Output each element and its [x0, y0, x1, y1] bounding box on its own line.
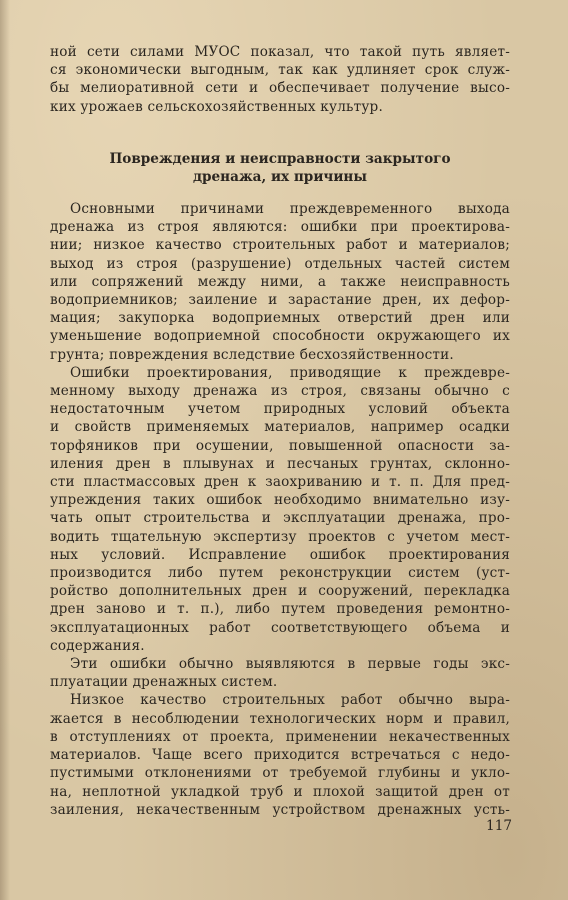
- text-line: ных условий. Исправление ошибок проектирования: [50, 546, 510, 563]
- page-binding-shadow: [0, 0, 10, 900]
- text-line: водоприемников; заиление и зарастание дрен, их дефор-: [50, 292, 510, 309]
- text-line: Основными причинами преждевременного выхода: [70, 201, 510, 217]
- text-line: мация; закупорка водоприемных отверстий дрен или: [50, 310, 510, 327]
- intro-paragraph: [50, 43, 510, 116]
- text-line: производится либо путем реконструкции систем (уст-: [50, 565, 510, 582]
- text-line: сти пластмассовых дрен к заохриванию и т. п. Для пред-: [50, 474, 510, 491]
- page-number: 117: [486, 818, 512, 834]
- text-line: бы мелиоративной сети и обеспечивает получение высо-: [50, 80, 510, 97]
- text-line: уменьшение водоприемной способности окружающего их: [50, 328, 510, 345]
- text-line: ройство дополнительных дрен и сооружений, перекладка: [50, 583, 510, 600]
- text-line: нии; низкое качество строительных работ и материалов;: [50, 237, 510, 254]
- heading-line: дренажа, их причины: [192, 169, 368, 185]
- text-line: Эти ошибки обычно выявляются в первые годы экс-: [70, 656, 510, 673]
- text-line: Низкое качество строительных работ обычно выра-: [70, 692, 510, 709]
- body-text: [50, 200, 510, 819]
- text-line: в отступлениях от проекта, применении некачественных: [50, 728, 510, 745]
- text-line: выход из строя (разрушение) отдельных частей систем: [50, 255, 510, 272]
- text-line: материалов. Чаще всего приходится встречаться с недо-: [50, 747, 510, 764]
- text-line: торфяников при осушении, повышенной опасности за-: [50, 437, 510, 454]
- text-line: дренажа из строя являются: ошибки при проектирова-: [50, 219, 510, 236]
- text-line: ся экономически выгодным, так как удлиняет срок служ-: [50, 62, 510, 79]
- text-line: упреждения таких ошибок необходимо внимательно изу-: [50, 492, 510, 509]
- text-line: эксплуатационных работ соответствующего объема и: [50, 619, 510, 636]
- text-line: менному выходу дренажа из строя, связаны обычно с: [50, 383, 510, 400]
- text-line: пустимыми отклонениями от требуемой глубины и укло-: [50, 765, 510, 782]
- text-line: недостаточным учетом природных условий объекта: [50, 401, 510, 418]
- text-line: содержания.: [50, 637, 145, 654]
- text-line: иления дрен в плывунах и песчаных грунтах, склонно-: [50, 455, 510, 472]
- text-line: дрен заново и т. п.), либо путем проведения ремонтно-: [50, 601, 510, 618]
- text-line: чать опыт строительства и эксплуатации дренажа, про-: [50, 510, 510, 527]
- text-line: ной сети силами МУОС показал, что такой путь являет-: [50, 44, 510, 60]
- text-line: водить тщательную экспертизу проектов с учетом мест-: [50, 528, 510, 545]
- text-line: грунта; повреждения вследствие бесхозяйственности.: [50, 346, 454, 363]
- text-line: плуатации дренажных систем.: [50, 674, 278, 691]
- section-heading: [50, 150, 510, 186]
- text-line: на, неплотной укладкой труб и плохой защитой дрен от: [50, 783, 510, 800]
- text-line: жается в несоблюдении технологических норм и правил,: [50, 710, 510, 727]
- heading-line: Повреждения и неисправности закрытого: [109, 151, 451, 167]
- text-line: заиления, некачественным устройством дренажных усть-: [50, 801, 510, 818]
- text-line: и свойств применяемых материалов, например осадки: [50, 419, 510, 436]
- text-line: ких урожаев сельскохозяйственных культур.: [50, 98, 383, 115]
- text-line: или сопряжений между ними, а также неисправность: [50, 273, 510, 290]
- text-line: Ошибки проектирования, приводящие к преждевре-: [70, 364, 510, 381]
